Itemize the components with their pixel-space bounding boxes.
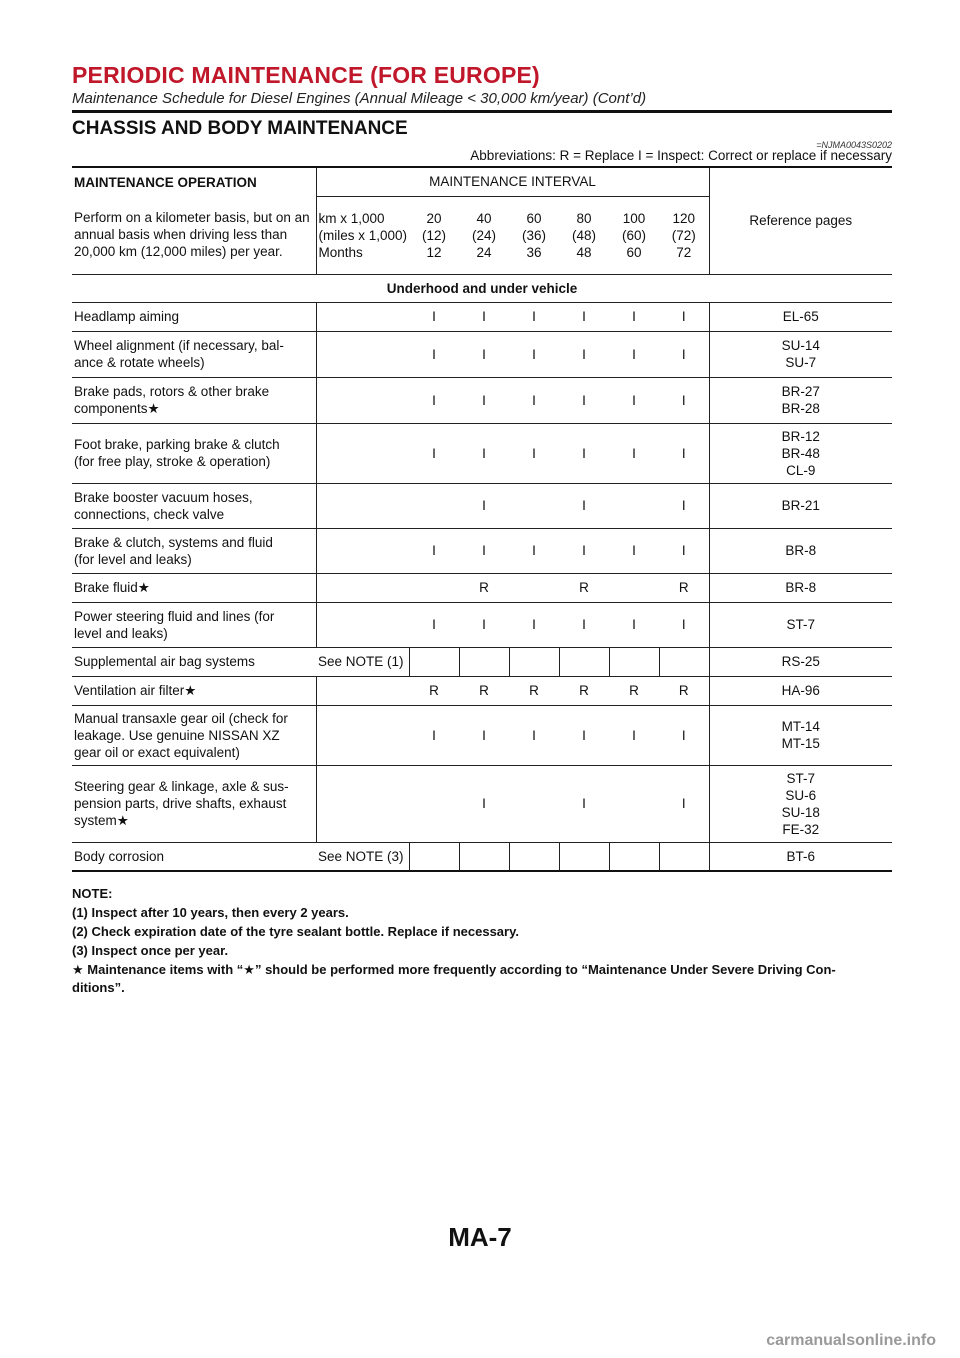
- operation-line: Supplemental air bag systems: [74, 654, 255, 669]
- reference-cell: [709, 331, 892, 377]
- reference-page: SU-7: [785, 355, 817, 370]
- interval-value: I: [459, 331, 509, 377]
- reference-cell: [709, 302, 892, 331]
- table-row: [72, 331, 892, 377]
- reference-cell: [709, 528, 892, 573]
- interval-value: I: [559, 765, 609, 842]
- operation-line: system★: [74, 813, 129, 828]
- table-row: [72, 377, 892, 423]
- operation-line: Headlamp aiming: [74, 309, 180, 324]
- reference-page: HA-96: [781, 683, 820, 698]
- note-cell: [316, 676, 409, 705]
- reference-cell: [709, 573, 892, 602]
- interval-value: I: [509, 302, 559, 331]
- operation-cell: [72, 483, 316, 528]
- table-row: [72, 528, 892, 573]
- table-row: [72, 302, 892, 331]
- interval-value: I: [559, 423, 609, 483]
- interval-months: 12: [426, 244, 442, 260]
- interval-value: [509, 647, 559, 676]
- interval-value: [509, 842, 559, 871]
- interval-value: [609, 842, 659, 871]
- interval-value: I: [559, 377, 609, 423]
- interval-value: I: [409, 423, 459, 483]
- interval-value: [559, 647, 609, 676]
- interval-value: R: [509, 676, 559, 705]
- interval-miles: (24): [471, 227, 496, 243]
- operation-line: (for free play, stroke & operation): [74, 454, 271, 469]
- reference-cell: [709, 765, 892, 842]
- note-cell: [316, 377, 409, 423]
- interval-value: I: [459, 705, 509, 765]
- note-cell: [316, 602, 409, 647]
- interval-months: 60: [626, 244, 642, 260]
- interval-column-header: [409, 196, 459, 274]
- interval-value: I: [559, 331, 609, 377]
- operation-line: Body corrosion: [74, 848, 165, 864]
- table-row: [72, 483, 892, 528]
- operation-cell: [72, 528, 316, 573]
- header-divider: [72, 110, 892, 113]
- interval-value: [459, 647, 509, 676]
- interval-value: [409, 765, 459, 842]
- interval-value: [609, 483, 659, 528]
- reference-cell: [709, 423, 892, 483]
- operation-line: Brake fluid★: [74, 580, 150, 595]
- interval-value: I: [559, 528, 609, 573]
- watermark: carmanualsonline.info: [766, 1332, 936, 1349]
- interval-value: I: [609, 302, 659, 331]
- interval-value: I: [659, 302, 709, 331]
- interval-value: R: [409, 676, 459, 705]
- interval-value: I: [609, 528, 659, 573]
- operation-cell: [72, 765, 316, 842]
- operation-line: (for level and leaks): [74, 551, 192, 567]
- interval-km: 60: [526, 210, 542, 226]
- reference-page: SU-18: [781, 804, 820, 820]
- operation-line: level and leaks): [74, 625, 168, 641]
- reference-page: SU-14: [781, 338, 820, 353]
- reference-page: BR-28: [781, 401, 820, 416]
- operation-line: Wheel alignment (if necessary, bal-: [74, 338, 284, 353]
- interval-value: R: [609, 676, 659, 705]
- interval-miles: (60): [621, 227, 646, 243]
- section-title: CHASSIS AND BODY MAINTENANCE: [72, 118, 408, 139]
- interval-value: R: [459, 676, 509, 705]
- interval-column-header: [659, 196, 709, 274]
- reference-page: BR-8: [785, 580, 817, 595]
- header-row-1: [72, 167, 892, 196]
- reference-page: MT-15: [781, 736, 820, 751]
- interval-column-header: [459, 196, 509, 274]
- interval-value: R: [659, 573, 709, 602]
- operation-line: gear oil or exact equivalent): [74, 744, 240, 760]
- operation-line: connections, check valve: [74, 506, 225, 522]
- interval-value: R: [659, 676, 709, 705]
- reference-page: MT-14: [781, 719, 820, 734]
- operation-line: Power steering fluid and lines (for: [74, 608, 275, 624]
- interval-value: I: [609, 377, 659, 423]
- units-km: km x 1,000: [318, 210, 385, 226]
- reference-header: Reference pages: [709, 167, 892, 274]
- reference-page: BR-48: [781, 445, 820, 461]
- interval-value: I: [459, 302, 509, 331]
- units-months: Months: [318, 244, 363, 260]
- table-row: [72, 573, 892, 602]
- page-title: PERIODIC MAINTENANCE (FOR EUROPE): [72, 62, 540, 88]
- operation-line: pension parts, drive shafts, exhaust: [74, 796, 287, 811]
- note-line: ditions”.: [72, 980, 125, 995]
- interval-value: I: [509, 528, 559, 573]
- table-row: [72, 423, 892, 483]
- operation-cell: [72, 842, 316, 871]
- units-miles: (miles x 1,000): [318, 227, 408, 243]
- operation-line: Brake pads, rotors & other brake: [74, 384, 270, 399]
- note-cell: [316, 483, 409, 528]
- operation-cell: [72, 647, 316, 676]
- interval-value: I: [409, 602, 459, 647]
- interval-value: [559, 842, 609, 871]
- units-cell: [316, 196, 409, 274]
- interval-value: R: [459, 573, 509, 602]
- interval-value: [409, 573, 459, 602]
- reference-code: =NJMA0043S0202: [816, 140, 892, 150]
- page-header: [72, 62, 892, 108]
- note-cell: [316, 302, 409, 331]
- reference-page: ST-7: [786, 770, 815, 786]
- section-label: Underhood and under vehicle: [72, 274, 892, 302]
- operation-cell: [72, 331, 316, 377]
- note-cell: [316, 528, 409, 573]
- interval-value: I: [659, 765, 709, 842]
- reference-cell: [709, 483, 892, 528]
- interval-value: I: [559, 602, 609, 647]
- interval-value: I: [409, 705, 459, 765]
- interval-value: [609, 647, 659, 676]
- interval-value: I: [659, 377, 709, 423]
- interval-value: [659, 647, 709, 676]
- operation-header: MAINTENANCE OPERATION: [74, 174, 257, 190]
- table-row: [72, 676, 892, 705]
- operation-line: Brake booster vacuum hoses,: [74, 489, 253, 505]
- interval-value: I: [509, 377, 559, 423]
- interval-value: I: [509, 331, 559, 377]
- interval-value: I: [459, 528, 509, 573]
- operation-cell: [72, 423, 316, 483]
- interval-value: I: [409, 331, 459, 377]
- interval-value: [609, 573, 659, 602]
- reference-cell: [709, 647, 892, 676]
- reference-page: FE-32: [782, 821, 820, 837]
- table-row: [72, 705, 892, 765]
- interval-miles: (36): [521, 227, 546, 243]
- reference-cell: [709, 377, 892, 423]
- table-body: [72, 167, 892, 871]
- interval-value: I: [409, 302, 459, 331]
- operation-cell: [72, 302, 316, 331]
- reference-page: SU-6: [785, 787, 817, 803]
- interval-value: I: [609, 423, 659, 483]
- interval-months: 48: [576, 244, 592, 260]
- interval-column-header: [609, 196, 659, 274]
- reference-page: EL-65: [782, 309, 819, 324]
- interval-value: [459, 842, 509, 871]
- page-number: MA-7: [448, 1222, 512, 1252]
- operation-line: Brake & clutch, systems and fluid: [74, 534, 273, 550]
- interval-value: I: [459, 377, 509, 423]
- interval-value: I: [659, 423, 709, 483]
- reference-cell: [709, 705, 892, 765]
- reference-page: RS-25: [781, 654, 820, 669]
- reference-cell: [709, 602, 892, 647]
- interval-value: [509, 483, 559, 528]
- interval-value: [509, 765, 559, 842]
- note-line: (2) Check expiration date of the tyre sealant bottle. Replace if necessary.: [72, 924, 519, 939]
- interval-value: I: [459, 483, 509, 528]
- reference-page: BR-27: [781, 384, 820, 399]
- interval-value: R: [559, 573, 609, 602]
- interval-value: I: [409, 528, 459, 573]
- interval-miles: (12): [421, 227, 446, 243]
- interval-months: 36: [526, 244, 542, 260]
- interval-months: 72: [676, 244, 692, 260]
- interval-value: I: [659, 331, 709, 377]
- page-subtitle: Maintenance Schedule for Diesel Engines (Annual Mileage < 30,000 km/year) (Cont’d): [72, 90, 647, 107]
- interval-value: [409, 647, 459, 676]
- reference-page: BT-6: [786, 848, 815, 864]
- interval-value: I: [609, 705, 659, 765]
- operation-line: Foot brake, parking brake & clutch: [74, 437, 280, 452]
- interval-value: I: [559, 483, 609, 528]
- table-row: [72, 602, 892, 647]
- note-line: ★ Maintenance items with “★” should be performed more frequently according to “Maintenance Under Severe Driving Con-: [72, 962, 836, 977]
- note-cell: See NOTE (1): [316, 647, 409, 676]
- interval-header: MAINTENANCE INTERVAL: [316, 167, 709, 196]
- interval-miles: (48): [571, 227, 596, 243]
- notes-heading: NOTE:: [72, 886, 113, 901]
- reference-page: BR-21: [781, 498, 820, 513]
- reference-cell: [709, 842, 892, 871]
- maintenance-table-container: [72, 166, 892, 872]
- note-cell: See NOTE (3): [316, 842, 409, 871]
- reference-page: ST-7: [786, 617, 815, 632]
- interval-value: [659, 842, 709, 871]
- reference-page: CL-9: [786, 462, 816, 478]
- reference-page: BR-12: [781, 428, 820, 444]
- interval-value: I: [409, 377, 459, 423]
- note-line: (3) Inspect once per year.: [72, 943, 229, 958]
- interval-value: I: [459, 765, 509, 842]
- note-cell: [316, 573, 409, 602]
- operation-cell: [72, 573, 316, 602]
- note-cell: [316, 705, 409, 765]
- interval-value: I: [509, 602, 559, 647]
- operation-cell: [72, 676, 316, 705]
- note-cell: [316, 423, 409, 483]
- maintenance-table: [72, 166, 892, 872]
- table-row: [72, 842, 892, 871]
- interval-value: I: [659, 602, 709, 647]
- interval-months: 24: [476, 244, 492, 260]
- interval-value: R: [559, 676, 609, 705]
- operation-line: components★: [74, 401, 160, 416]
- reference-page: BR-8: [785, 543, 817, 558]
- operation-line: leakage. Use genuine NISSAN XZ: [74, 727, 280, 743]
- reference-cell: [709, 676, 892, 705]
- operation-line: Ventilation air filter★: [74, 683, 197, 698]
- interval-value: I: [459, 602, 509, 647]
- basis-text: Perform on a kilometer basis, but on an annual basis when driving less than 20,000 km (12,000 miles) per year.: [72, 196, 316, 274]
- interval-km: 80: [576, 210, 592, 226]
- notes-block: [72, 884, 894, 997]
- operation-cell: [72, 602, 316, 647]
- interval-column-header: [559, 196, 609, 274]
- operation-cell: [72, 377, 316, 423]
- operation-line: ance & rotate wheels): [74, 355, 205, 370]
- note-line: (1) Inspect after 10 years, then every 2 years.: [72, 905, 349, 920]
- interval-value: I: [559, 705, 609, 765]
- interval-km: 120: [672, 210, 696, 226]
- note-cell: [316, 331, 409, 377]
- section-row: [72, 274, 892, 302]
- interval-km: 40: [476, 210, 492, 226]
- table-row: [72, 647, 892, 676]
- interval-value: [609, 765, 659, 842]
- interval-value: [509, 573, 559, 602]
- interval-value: I: [609, 331, 659, 377]
- interval-value: I: [609, 602, 659, 647]
- operation-line: Manual transaxle gear oil (check for: [74, 710, 288, 726]
- interval-value: I: [559, 302, 609, 331]
- interval-column-header: [509, 196, 559, 274]
- interval-km: 20: [426, 210, 442, 226]
- interval-km: 100: [622, 210, 646, 226]
- interval-value: I: [509, 423, 559, 483]
- note-cell: [316, 765, 409, 842]
- operation-cell: [72, 705, 316, 765]
- interval-value: I: [659, 528, 709, 573]
- operation-line: Steering gear & linkage, axle & sus-: [74, 779, 289, 794]
- abbreviations-legend: Abbreviations: R = Replace I = Inspect: Correct or replace if necessary: [470, 148, 892, 163]
- interval-value: I: [659, 705, 709, 765]
- interval-value: I: [509, 705, 559, 765]
- interval-miles: (72): [671, 227, 696, 243]
- interval-value: [409, 842, 459, 871]
- table-row: [72, 765, 892, 842]
- interval-value: [409, 483, 459, 528]
- interval-value: I: [459, 423, 509, 483]
- interval-value: I: [659, 483, 709, 528]
